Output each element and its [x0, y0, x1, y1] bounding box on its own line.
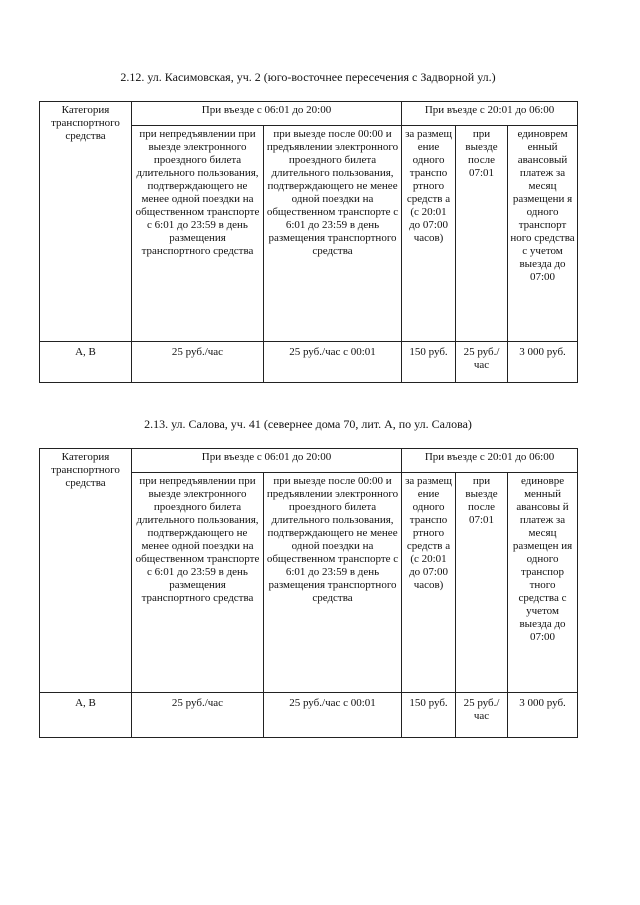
night-col1-header: за размещ ение одного транспо ртного средств а (с 20:01 до 07:00 часов)	[402, 473, 456, 693]
day-col2-cell: 25 руб./час с 00:01	[264, 693, 402, 738]
section-title: 2.13. ул. Салова, уч. 41 (севернее дома 70, лит. А, по ул. Салова)	[144, 417, 472, 431]
day-group-header: При въезде с 06:01 до 20:00	[132, 102, 402, 126]
day-col1-cell: 25 руб./час	[132, 342, 264, 383]
night-col2-cell: 25 руб./час	[456, 693, 508, 738]
night-col3-header: единовре менный авансовы й платеж за месяц размещен ия одного транспор тного средства с учетом выезда до 07:00	[508, 473, 578, 693]
night-col3-cell: 3 000 руб.	[508, 342, 578, 383]
section-title: 2.12. ул. Касимовская, уч. 2 (юго-восточнее пересечения с Задворной ул.)	[120, 70, 496, 84]
section-2-12	[39, 70, 577, 371]
tariff-table	[39, 101, 578, 383]
day-col1-header: при непредъявлении при выезде электронного проездного билета длительного пользования, подтверждающего не менее одной поездки на общественном транспорте с 6:01 до 23:59 в день размещения транспортного средства	[132, 473, 264, 693]
category-header: Категория транспортного средства	[40, 102, 132, 342]
day-col2-cell: 25 руб./час с 00:01	[264, 342, 402, 383]
day-col1-header: при непредъявлении при выезде электронного проездного билета длительного пользования, подтверждающего не менее одной поездки на общественном транспорте с 6:01 до 23:59 в день размещения транспортного средства	[132, 126, 264, 342]
night-col1-cell: 150 руб.	[402, 693, 456, 738]
night-col2-cell: 25 руб./час	[456, 342, 508, 383]
night-group-header: При въезде с 20:01 до 06:00	[402, 102, 578, 126]
tariff-table	[39, 448, 578, 738]
day-group-header: При въезде с 06:01 до 20:00	[132, 449, 402, 473]
day-col2-header: при выезде после 00:00 и предъявлении электронного проездного билета длительного пользования, подтверждающего не менее одной поездки на общественном транспорте с 6:01 до 23:59 в день размещения транспортного средства	[264, 126, 402, 342]
table-header-row	[40, 449, 578, 473]
category-header: Категория транспортного средства	[40, 449, 132, 693]
table-row	[40, 342, 578, 383]
night-col1-header: за размещ ение одного транспо ртного средств а (с 20:01 до 07:00 часов)	[402, 126, 456, 342]
night-col2-header: при выезде после 07:01	[456, 473, 508, 693]
day-col1-cell: 25 руб./час	[132, 693, 264, 738]
night-col1-cell: 150 руб.	[402, 342, 456, 383]
night-col3-header: единоврем енный авансовый платеж за месяц размещени я одного транспорт ного средства с учетом выезда до 07:00	[508, 126, 578, 342]
table-header-row	[40, 102, 578, 126]
table-row	[40, 693, 578, 738]
section-2-13	[39, 417, 577, 722]
category-cell: А, В	[40, 342, 132, 383]
day-col2-header: при выезде после 00:00 и предъявлении электронного проездного билета длительного пользования, подтверждающего не менее одной поездки на общественном транспорте с 6:01 до 23:59 в день размещения транспортного средства	[264, 473, 402, 693]
night-col2-header: при выезде после 07:01	[456, 126, 508, 342]
night-col3-cell: 3 000 руб.	[508, 693, 578, 738]
category-cell: А, В	[40, 693, 132, 738]
night-group-header: При въезде с 20:01 до 06:00	[402, 449, 578, 473]
